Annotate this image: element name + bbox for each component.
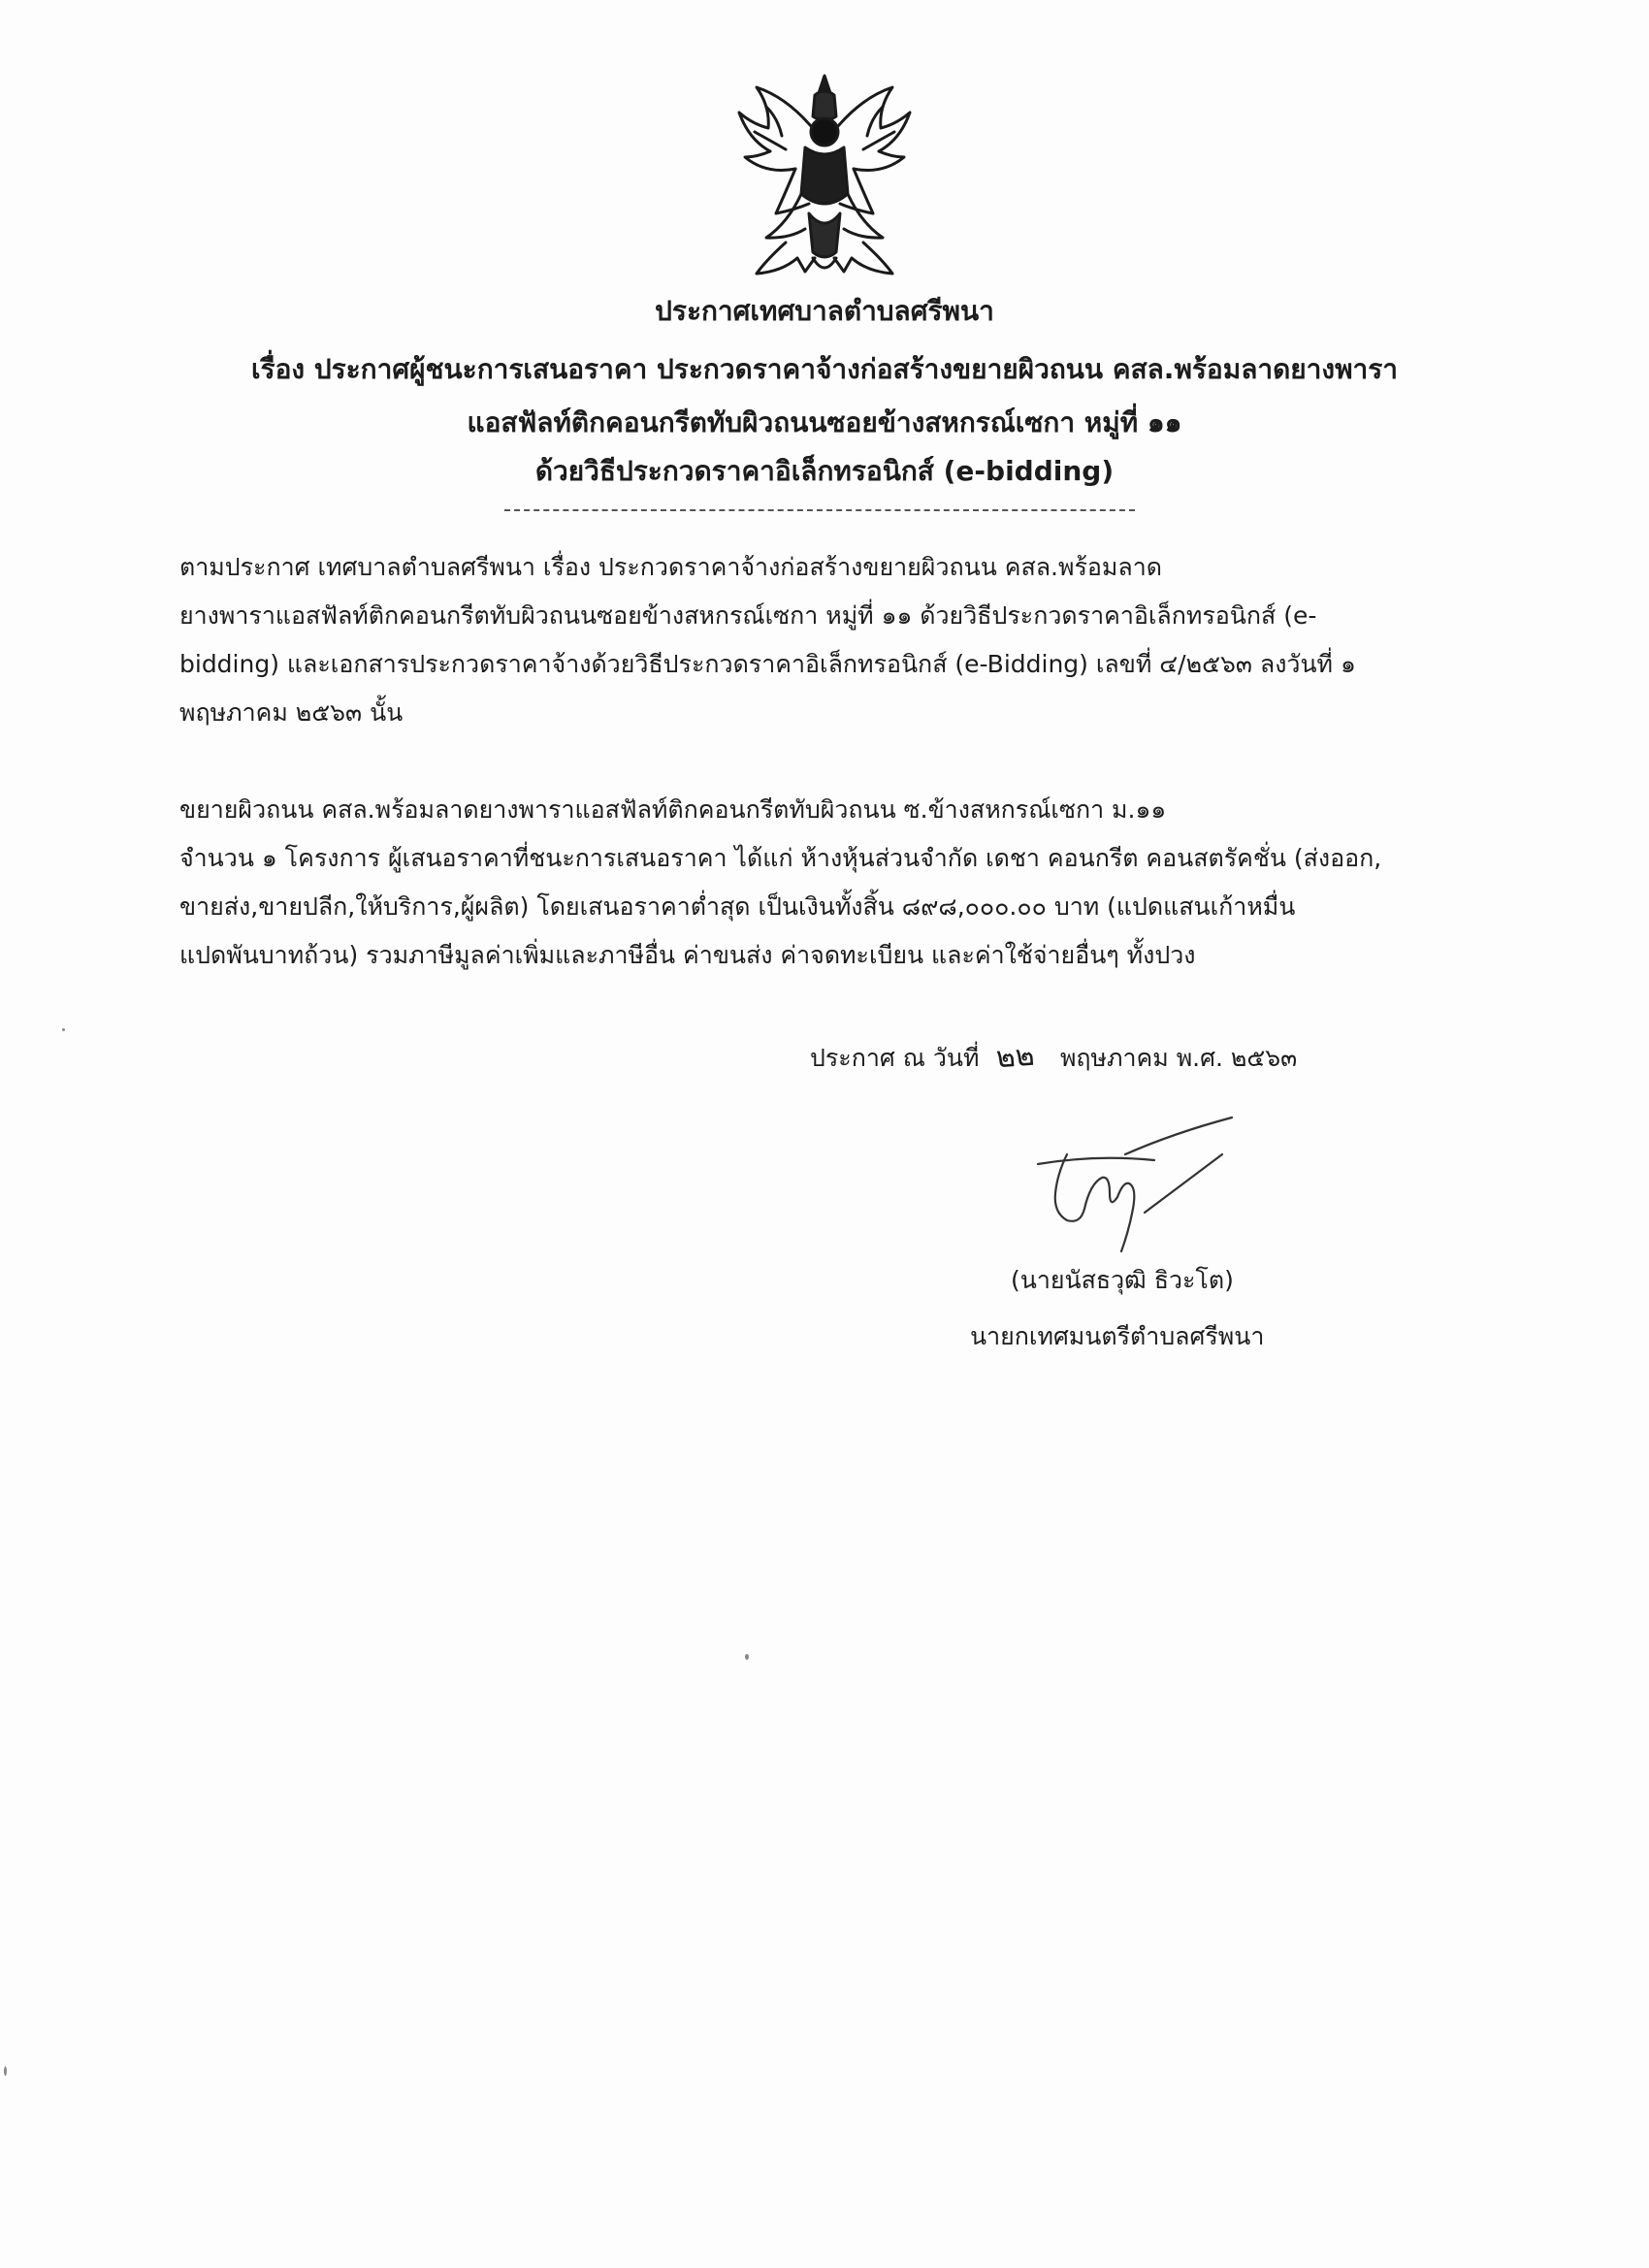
- subject-line-3: ด้วยวิธีประกวดราคาอิเล็กทรอนิกส์ (e-bidding): [534, 455, 1115, 487]
- subject-line-1: เรื่อง ประกาศผู้ชนะการเสนอราคา ประกวดราคาจ้างก่อสร้างขยายผิวถนน คสล.พร้อมลาดยางพารา: [250, 353, 1399, 385]
- paragraph-1-line-3: bidding) และเอกสารประกวดราคาจ้างด้วยวิธีประกวดราคาอิเล็กทรอนิกส์ (e-Bidding) เลขที่ ๔/๒๕๖๓ ลงวันที่ ๑: [179, 650, 1356, 678]
- paragraph-1-line-2: ยางพาราแอสฟัลท์ติกคอนกรีตทับผิวถนนซอยข้างสหกรณ์เซกา หมู่ที่ ๑๑ ด้วยวิธีประกวดราคาอิเล็กทรอนิกส์ (e-: [179, 601, 1317, 630]
- signer-name: (นายนัสธวุฒิ ธิวะโต): [1011, 1266, 1234, 1294]
- handwritten-day: ๒๒: [995, 1038, 1037, 1076]
- scan-speck: [62, 1028, 65, 1031]
- dashed-divider: [504, 509, 1135, 511]
- scan-speck: [4, 2066, 7, 2076]
- scan-speck: [745, 1654, 749, 1660]
- paragraph-1-line-4: พฤษภาคม ๒๕๖๓ นั้น: [179, 698, 404, 727]
- paragraph-2-line-4: แปดพันบาทถ้วน) รวมภาษีมูลค่าเพิ่มและภาษีอื่น ค่าขนส่ง ค่าจดทะเบียน และค่าใช้จ่ายอื่นๆ ทั้งปวง: [179, 941, 1196, 969]
- handwritten-signature: [1009, 1116, 1242, 1280]
- paragraph-2-line-3: ขายส่ง,ขายปลีก,ให้บริการ,ผู้ผลิต) โดยเสนอราคาต่ำสุด เป็นเงินทั้งสิ้น ๘๙๘,๐๐๐.๐๐ บาท (แปดแสนเก้าหมื่น: [179, 892, 1296, 921]
- paragraph-1-line-1: ตามประกาศ เทศบาลตำบลศรีพนา เรื่อง ประกวดราคาจ้างก่อสร้างขยายผิวถนน คสล.พร้อมลาด: [179, 553, 1163, 581]
- announcement-date: [810, 1038, 1297, 1078]
- date-suffix: พฤษภาคม พ.ศ. ๒๕๖๓: [1059, 1044, 1298, 1072]
- date-prefix: ประกาศ ณ วันที่: [810, 1044, 980, 1072]
- paragraph-2-line-1: ขยายผิวถนน คสล.พร้อมลาดยางพาราแอสฟัลท์ติกคอนกรีตทับผิวถนน ซ.ข้างสหกรณ์เซกา ม.๑๑: [179, 795, 1167, 824]
- issuer-heading: ประกาศเทศบาลตำบลศรีพนา: [655, 295, 994, 327]
- signer-title: นายกเทศมนตรีตำบลศรีพนา: [970, 1322, 1265, 1350]
- subject-line-2: แอสฟัลท์ติกคอนกรีตทับผิวถนนซอยข้างสหกรณ์เซกา หมู่ที่ ๑๑: [467, 406, 1182, 438]
- garuda-emblem-icon: [728, 68, 922, 286]
- paragraph-2-line-2: จำนวน ๑ โครงการ ผู้เสนอราคาที่ชนะการเสนอราคา ได้แก่ ห้างหุ้นส่วนจำกัด เดชา คอนกรีต คอนสตรัคชั่น (ส่งออก,: [179, 844, 1382, 872]
